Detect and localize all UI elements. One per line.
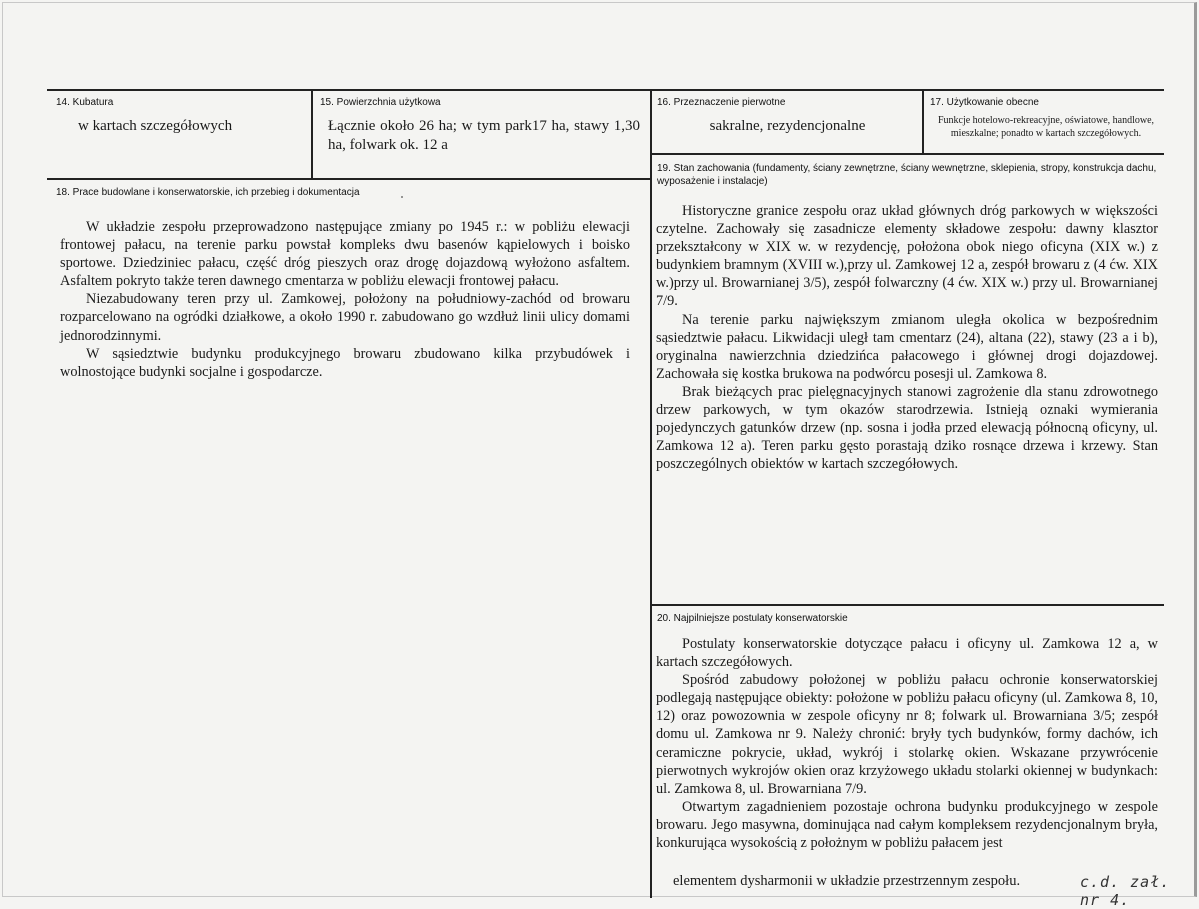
- field-19-paragraph: Historyczne granice zespołu oraz układ głównych dróg parkowych w większości czytelne. Zachowały się zasadnicze elementy składowe zespołu: dawny klasztor przekształcony w XIX w. w rezydencję, położona obok niego oficyna (XIX w.) z budynkiem bramnym (XVIII w.),przy ul. Zamkowej 12 a, zespół browaru z (4 ćw. XIX w.)przy ul. Browarnianej 3/5), zespół folwarczny (4 ćw. XIX w.) przy ul. Browarnianej 7/9.: [656, 203, 1158, 310]
- divider-14-15: [311, 90, 313, 178]
- field-19-paragraph: Brak bieżących prac pielęgnacyjnych stanowi zagrożenie dla stanu zdrowotnego drzew parkowych, w tym okazów starodrzewia. Istnieją oznaki wymierania pojedynczych gatunków drzew (np. sosna i jodła przed elewacją północną oficyny, ul. Zamkowa 12 a). Teren parku gęsto porastają dziko rosnące drzewa i krzewy. Stan poszczególnych obiektów w kartach szczegółowych.: [656, 383, 1158, 473]
- field-20-paragraph: Spośród zabudowy położonej w pobliżu pałacu ochronie konserwatorskiej podlegają następujące obiekty: położone w pobliżu pałacu oficyny (ul. Zamkowa 8, 10, 12) oraz powozownia w zespole oficyny nr 8; folwark ul. Browarniana 3/5; zespół domu ul. Zamkowa nr 9. Należy chronić: bryły tych budynków, formy dachów, ich ceramiczne pokrycie, układ, wykrój i stolarkę okien. Wskazane przywrócenie pierwotnych wykrojów okien oraz krzyżowego układu stolarki okiennej w budynkach: ul. Zamkowa 8, ul. Browarniana 7/9.: [656, 672, 1158, 797]
- field-20-text: [656, 635, 1158, 852]
- top-rule-left: [47, 89, 1164, 91]
- field-18-paragraph: Niezabudowany teren przy ul. Zamkowej, położony na południowy-zachód od browaru rozparcelowano na ogródki działkowe, a około 1990 r. zabudowano go wzdłuż linii ulicy domami jednorodzinnymi.: [60, 291, 630, 344]
- divider-16-17: [922, 90, 924, 154]
- field-15-value: Łącznie około 26 ha; w tym park17 ha, stawy 1,30 ha, folwark ok. 12 a: [328, 118, 640, 153]
- field-19-paragraph: Na terenie parku największym zmianom uległa okolica w bezpośrednim sąsiedztwie pałacu. Likwidacji uległ tam cmentarz (24), altana (22), stawy (23 a i b), oryginalna nawierzchnia dziedzińca pałacowego i głównej drogi dojazdowej. Zachowała się kostka brukowa na podwórcu posesji ul. Zamkowa 8.: [656, 311, 1158, 382]
- field-17-value: Funkcje hotelowo-rekreacyjne, oświatowe, handlowe, mieszkalne; ponadto w kartach szczegółowych.: [937, 115, 1155, 139]
- field-14-value: w kartach szczegółowych: [78, 118, 233, 134]
- field-20-label: 20. Najpilniejsze postulaty konserwatorskie: [657, 613, 848, 624]
- field-15-label: 15. Powierzchnia użytkowa: [320, 97, 441, 108]
- field-19-label: 19. Stan zachowania (fundamenty, ściany zewnętrzne, ściany wewnętrzne, sklepienia, stropy, konstrukcja dachu, wyposażenie i instalacje): [657, 163, 1157, 187]
- speck: [401, 196, 403, 198]
- field-20-last-line: elementem dysharmonii w układzie przestrzennym zespołu.: [673, 873, 1021, 889]
- field-20-paragraph: Postulaty konserwatorskie dotyczące pałacu i oficyny ul. Zamkowa 12 a, w kartach szczegółowych.: [656, 636, 1158, 671]
- field-18-label: 18. Prace budowlane i konserwatorskie, ich przebieg i dokumentacja: [56, 187, 360, 198]
- field-19-text: [656, 202, 1158, 473]
- field-17-label: 17. Użytkowanie obecne: [930, 97, 1039, 108]
- field-18-paragraph: W sąsiedztwie budynku produkcyjnego browaru zbudowano kilka przybudówek i wolnostojące budynki socjalne i gospodarcze.: [60, 345, 630, 380]
- field-16-label: 16. Przeznaczenie pierwotne: [657, 97, 786, 108]
- divider-main: [650, 90, 652, 898]
- field-18-text: [60, 218, 630, 381]
- rule-under-14-15: [47, 178, 651, 180]
- field-16-value: sakralne, rezydencjonalne: [709, 118, 866, 134]
- rule-above-20: [651, 604, 1164, 606]
- field-20-paragraph: Otwartym zagadnieniem pozostaje ochrona budynku produkcyjnego w zespole browaru. Jego masywna, dominująca nad całym kompleksem rezydencjonalnym bryła, konkurująca wysokością z położnym w pobliżu pałacem jest: [656, 798, 1158, 852]
- rule-under-16-17: [651, 153, 1164, 155]
- field-14-label: 14. Kubatura: [56, 97, 114, 108]
- field-18-paragraph: W układzie zespołu przeprowadzono następujące zmiany po 1945 r.: w pobliżu elewacji frontowej pałacu, na terenie parku powstał kompleks dwu basenów kąpielowych i boisko sportowe. Dziedziniec pałacu, część dróg pieszych oraz drogę dojazdową wyłożono asfaltem. Asfaltem pokryto także teren dawnego cmentarza w pobliżu elewacji frontowej pałacu.: [60, 219, 630, 290]
- handwritten-note: c.d. zał. nr 4.: [1080, 873, 1171, 909]
